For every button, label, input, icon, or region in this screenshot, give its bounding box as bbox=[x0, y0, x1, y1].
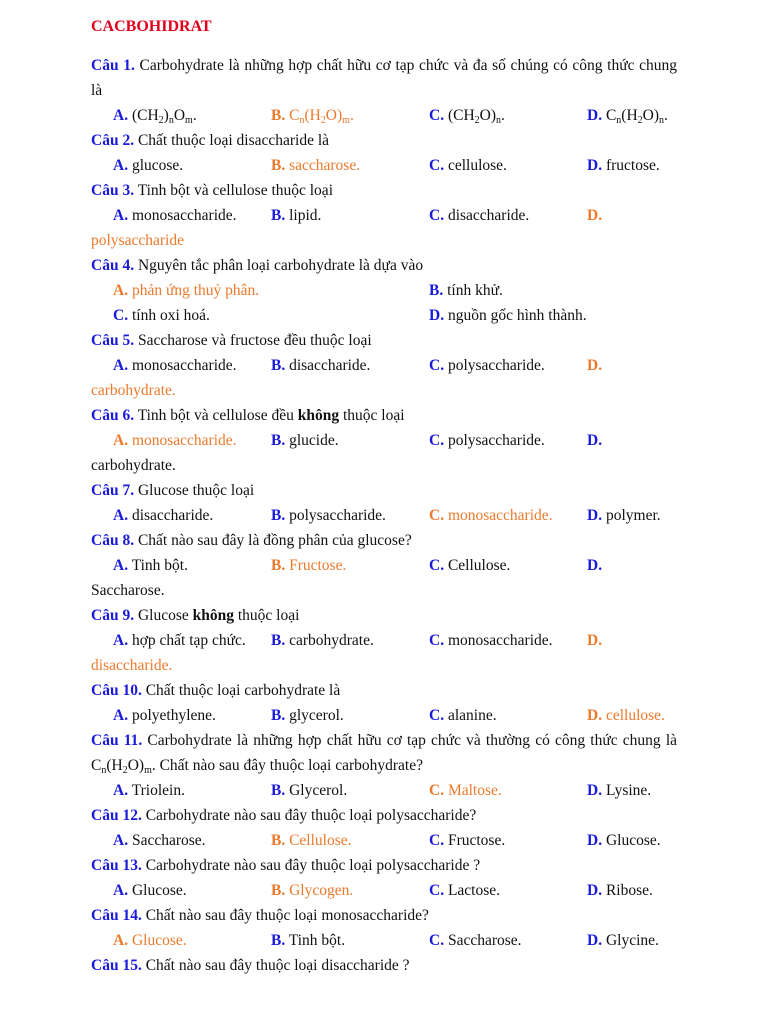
option-d-answer-label: D. bbox=[587, 357, 603, 374]
question-9: Câu 9. Glucose không thuộc loại bbox=[91, 607, 300, 624]
option-a: A. Glucose. bbox=[113, 882, 187, 899]
question-text: Carbohydrate là những hợp chất hữu cơ tạp chức và đa số chúng có công thức chung là bbox=[91, 57, 677, 99]
question-11-options bbox=[91, 778, 677, 803]
option-b-answer: B. Cellulose. bbox=[271, 832, 352, 849]
option-d: D. Lysine. bbox=[587, 782, 652, 799]
option-a: A. Triolein. bbox=[113, 782, 185, 799]
question-9-options bbox=[91, 628, 677, 653]
option-c-answer: C. monosaccharide. bbox=[429, 507, 553, 524]
question-label: Câu 1. bbox=[91, 57, 135, 74]
question-2-options bbox=[91, 153, 677, 178]
option-a: A. disaccharide. bbox=[113, 507, 214, 524]
option-a-answer: A. monosaccharide. bbox=[113, 432, 237, 449]
question-6-options bbox=[91, 428, 677, 453]
question-8-options bbox=[91, 553, 677, 578]
option-d-label: D. bbox=[587, 557, 603, 574]
option-b: B. polysaccharide. bbox=[271, 507, 386, 524]
option-c: C. Saccharose. bbox=[429, 932, 522, 949]
option-d: D. Ribose. bbox=[587, 882, 653, 899]
option-d-text: carbohydrate. bbox=[91, 457, 176, 474]
option-c: C. Cellulose. bbox=[429, 557, 511, 574]
option-a: A. monosaccharide. bbox=[113, 357, 237, 374]
option-a-answer: A. phản ứng thuỷ phân. bbox=[113, 282, 260, 299]
question-13: Câu 13. Carbohydrate nào sau đây thuộc loại polysaccharide ? bbox=[91, 857, 481, 874]
option-b-answer: B. Glycogen. bbox=[271, 882, 354, 899]
option-d-label: D. bbox=[587, 432, 603, 449]
option-b-answer: B. saccharose. bbox=[271, 157, 361, 174]
option-d: D. nguồn gốc hình thành. bbox=[429, 307, 587, 324]
option-d-answer-text: polysaccharide bbox=[91, 232, 184, 249]
question-8: Câu 8. Chất nào sau đây là đồng phân của glucose? bbox=[91, 532, 412, 549]
question-3-options bbox=[91, 203, 677, 228]
option-c: C. cellulose. bbox=[429, 157, 507, 174]
question-7-options bbox=[91, 503, 677, 528]
question-1 bbox=[91, 53, 677, 103]
question-4: Câu 4. Nguyên tắc phân loại carbohydrate là dựa vào bbox=[91, 257, 424, 274]
document-page bbox=[91, 14, 677, 978]
option-a: A. hợp chất tạp chức. bbox=[113, 632, 246, 649]
option-d: D. polymer. bbox=[587, 507, 661, 524]
option-a: A. monosaccharide. bbox=[113, 207, 237, 224]
option-c-answer: C. Maltose. bbox=[429, 782, 502, 799]
option-a: A. glucose. bbox=[113, 157, 184, 174]
option-d-answer-text: disaccharide. bbox=[91, 657, 173, 674]
question-15: Câu 15. Chất nào sau đây thuộc loại disaccharide ? bbox=[91, 957, 410, 974]
option-d: D. $C_n(H_2O)_n$. bbox=[587, 107, 668, 126]
option-b: B. Tinh bột. bbox=[271, 932, 346, 949]
question-12-options bbox=[91, 828, 677, 853]
question-14-options bbox=[91, 928, 677, 953]
question-4-options-row1 bbox=[91, 278, 677, 303]
option-d-answer-label: D. bbox=[587, 632, 603, 649]
option-d-answer-text: carbohydrate. bbox=[91, 382, 176, 399]
option-c: C. alanine. bbox=[429, 707, 497, 724]
option-d-text: Saccharose. bbox=[91, 582, 165, 599]
option-b: B. Glycerol. bbox=[271, 782, 348, 799]
question-12: Câu 12. Carbohydrate nào sau đây thuộc loại polysaccharide? bbox=[91, 807, 477, 824]
option-a: A. Tinh bột. bbox=[113, 557, 188, 574]
option-a-answer: A. Glucose. bbox=[113, 932, 187, 949]
option-d-answer: D. cellulose. bbox=[587, 707, 665, 724]
question-13-options bbox=[91, 878, 677, 903]
option-a: A. Saccharose. bbox=[113, 832, 206, 849]
question-5: Câu 5. Saccharose và fructose đều thuộc loại bbox=[91, 332, 372, 349]
option-d: D. fructose. bbox=[587, 157, 660, 174]
question-7: Câu 7. Glucose thuộc loại bbox=[91, 482, 255, 499]
option-b: B. carbohydrate. bbox=[271, 632, 374, 649]
option-c: C. $(CH_2O)_n$. bbox=[429, 107, 505, 126]
question-10-options bbox=[91, 703, 677, 728]
option-c: C. polysaccharide. bbox=[429, 357, 545, 374]
question-4-options-row2 bbox=[91, 303, 677, 328]
option-c: C. Fructose. bbox=[429, 832, 506, 849]
option-d-answer-label: D. bbox=[587, 207, 603, 224]
option-b: B. disaccharide. bbox=[271, 357, 371, 374]
option-c: C. disaccharide. bbox=[429, 207, 530, 224]
question-1-options bbox=[91, 103, 677, 128]
option-b: B. tính khử. bbox=[429, 282, 503, 299]
option-c: C. Lactose. bbox=[429, 882, 501, 899]
option-b-answer: B. $C_n(H_2O)_m$. bbox=[271, 107, 354, 126]
option-a: A. polyethylene. bbox=[113, 707, 216, 724]
question-3: Câu 3. Tinh bột và cellulose thuộc loại bbox=[91, 182, 333, 199]
option-d: D. Glycine. bbox=[587, 932, 659, 949]
option-a: A. $(CH_2)_nO_m$. bbox=[113, 107, 197, 126]
option-b: B. glycerol. bbox=[271, 707, 344, 724]
option-c: C. tính oxi hoá. bbox=[113, 307, 210, 324]
question-6: Câu 6. Tinh bột và cellulose đều không thuộc loại bbox=[91, 407, 405, 424]
question-2: Câu 2. Chất thuộc loại disaccharide là bbox=[91, 132, 330, 149]
option-b: B. glucide. bbox=[271, 432, 339, 449]
option-b: B. lipid. bbox=[271, 207, 322, 224]
question-11: Câu 11. Carbohydrate là những hợp chất hữu cơ tạp chức và thường có công thức chung là $C_n(H_2O)_m$. Chất nào sau đây thuộc loại carbohydrate? bbox=[91, 732, 678, 776]
question-5-options bbox=[91, 353, 677, 378]
option-b-answer: B. Fructose. bbox=[271, 557, 347, 574]
question-10: Câu 10. Chất thuộc loại carbohydrate là bbox=[91, 682, 341, 699]
option-d: D. Glucose. bbox=[587, 832, 661, 849]
option-c: C. monosaccharide. bbox=[429, 632, 553, 649]
document-title: CACBOHIDRAT bbox=[91, 18, 212, 35]
option-c: C. polysaccharide. bbox=[429, 432, 545, 449]
question-14: Câu 14. Chất nào sau đây thuộc loại monosaccharide? bbox=[91, 907, 429, 924]
